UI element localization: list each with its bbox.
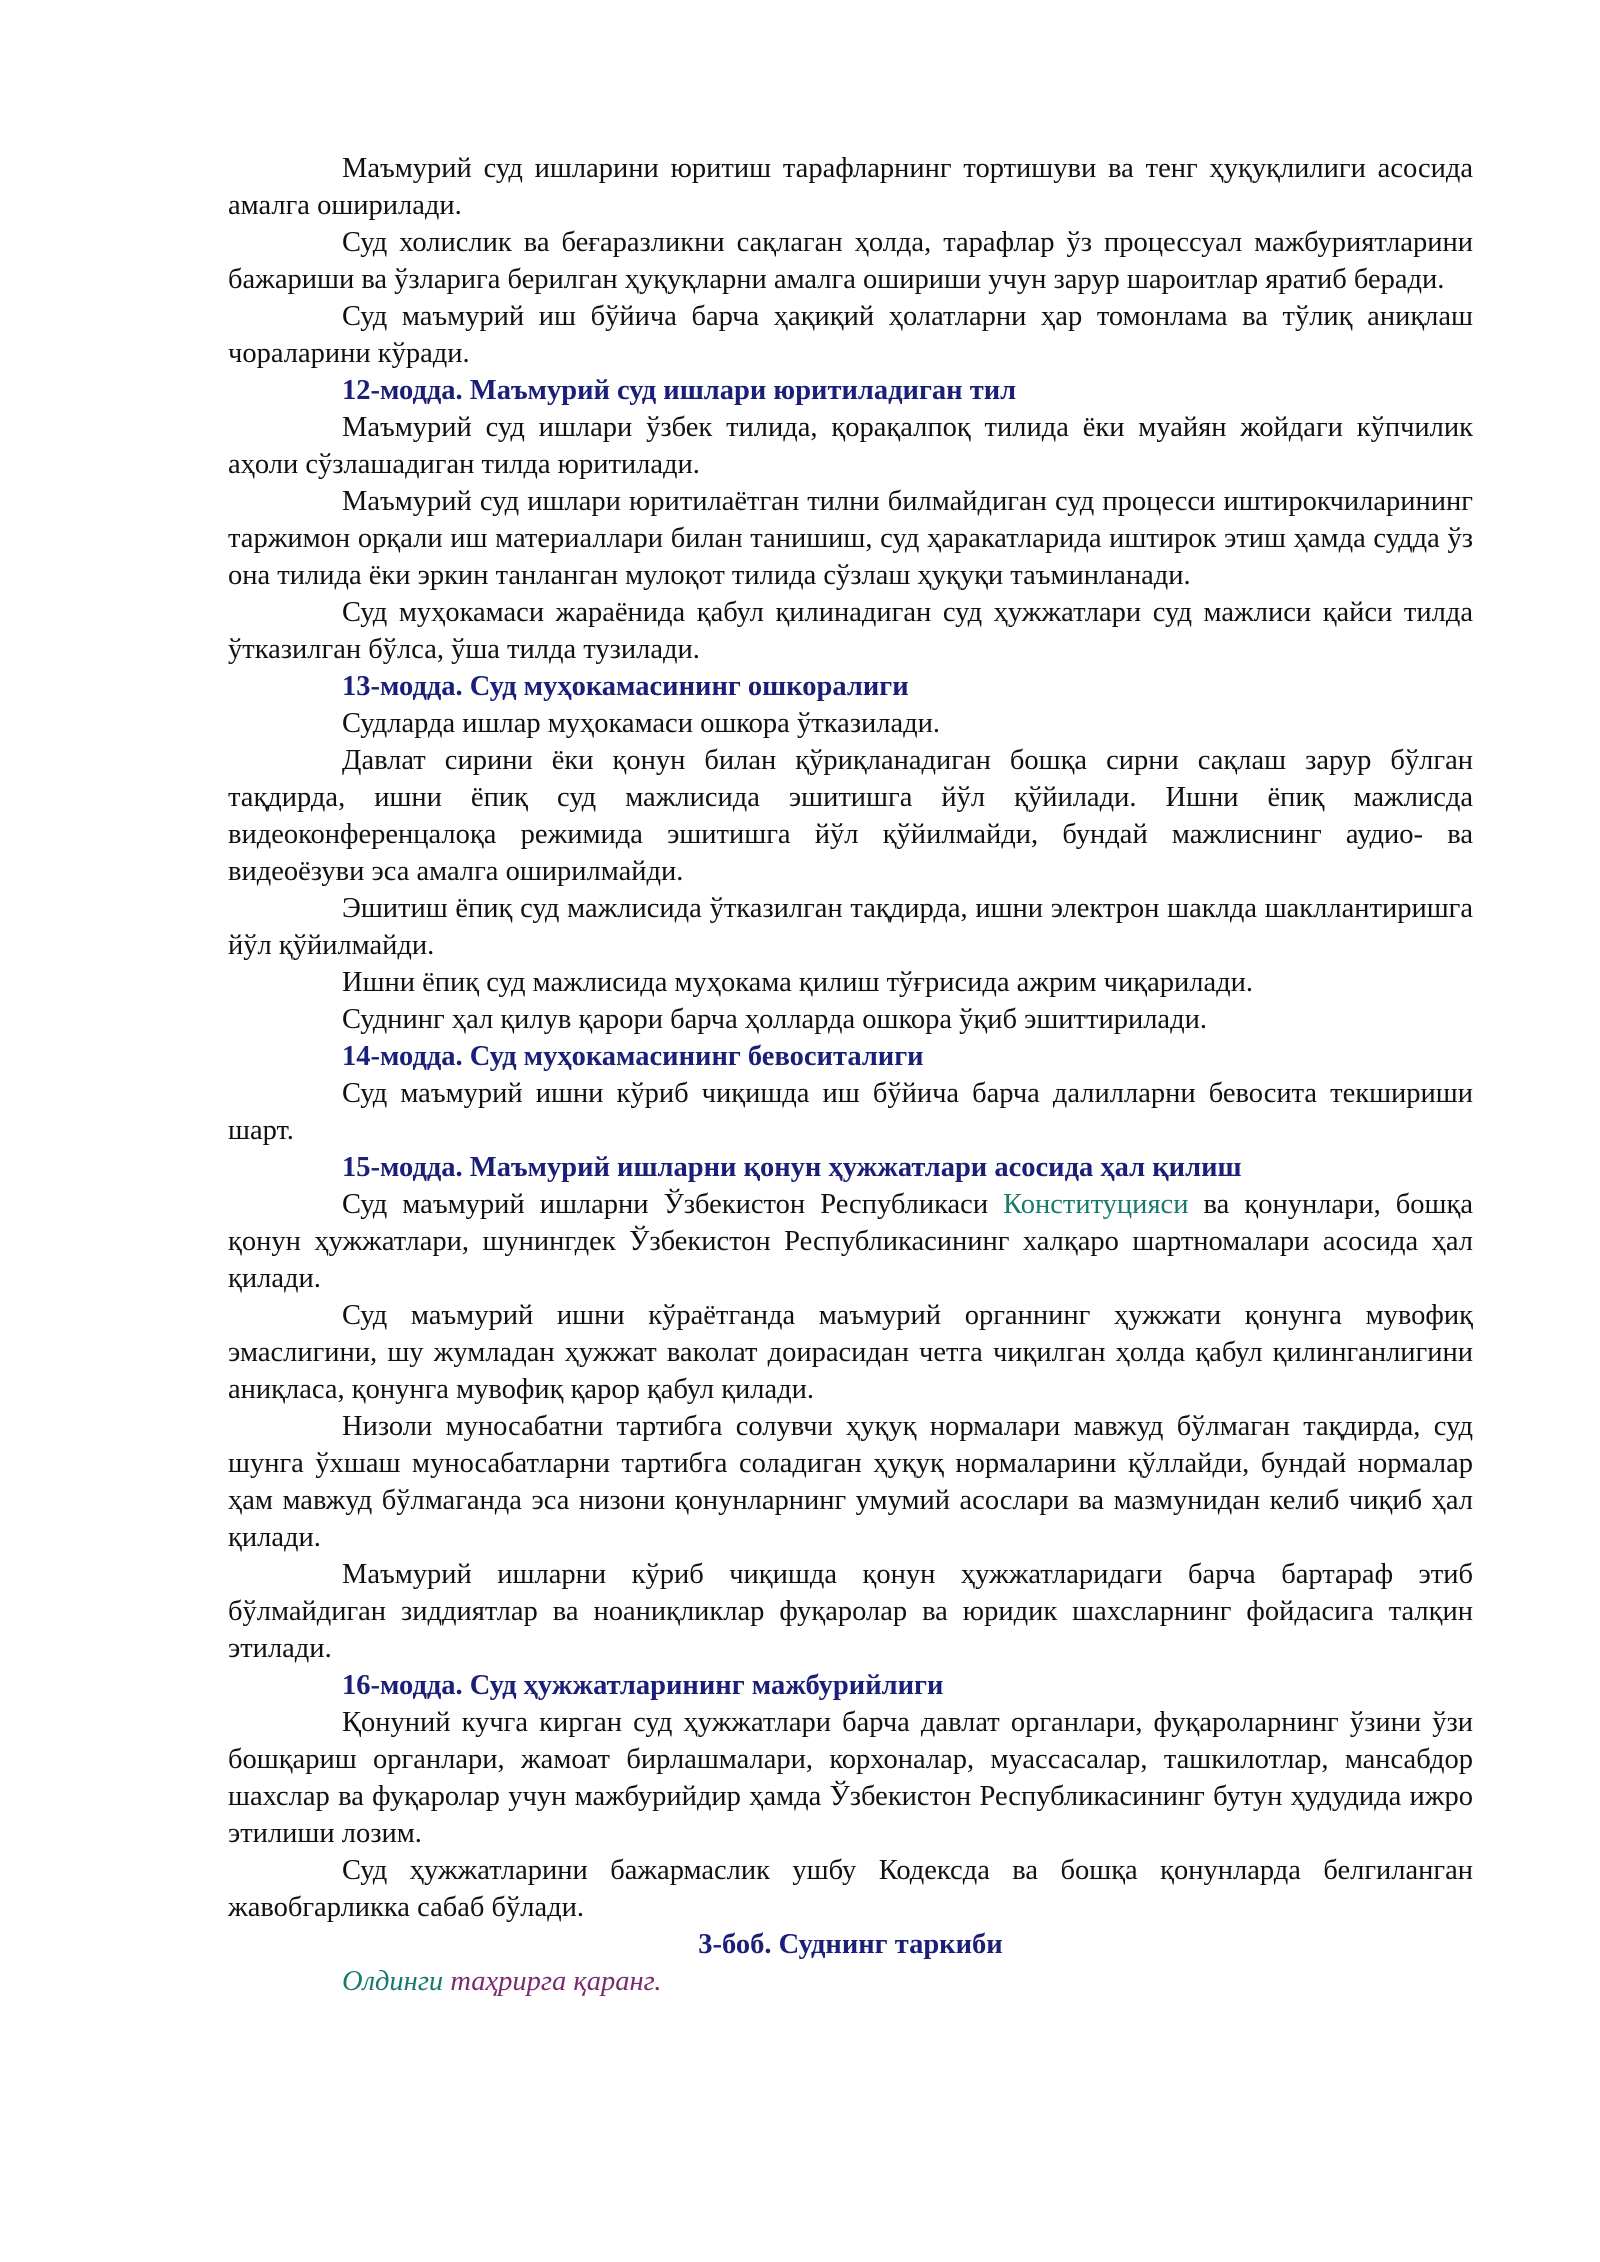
paragraph: Суд маъмурий ишни кўраётганда маъмурий органнинг ҳужжати қонунга мувофиқ эмаслигини, шу жумладан ҳужжат ваколат доирасидан четга чиқилган ҳолда қабул қилинганлигини аниқласа, қонунга мувофиқ қарор қабул қилади. (228, 1300, 1473, 1405)
previous-edition-link[interactable]: Олдинги (342, 1966, 444, 1997)
constitution-link[interactable]: Конституцияси (1003, 1189, 1189, 1220)
paragraph: Қонуний кучга кирган суд ҳужжатлари барча давлат органлари, фуқароларнинг ўзини ўзи бошқариш органлари, жамоат бирлашмалари, корхоналар, муассасалар, ташкилотлар, мансабдор шахслар ва фуқаролар учун мажбурийдир ҳамда Ўзбекистон Республикасининг бутун ҳудудида ижро этилиши лозим. (228, 1707, 1473, 1849)
article-12-heading: 12-модда. Маъмурий суд ишлари юритиладиган тил (342, 375, 1017, 406)
paragraph-text: Суд маъмурий ишларни Ўзбекистон Республикаси (342, 1189, 1004, 1220)
article-13-heading: 13-модда. Суд муҳокамасининг ошкоралиги (342, 671, 909, 702)
paragraph: Суд маъмурий иш бўйича барча ҳақиқий ҳолатларни ҳар томонлама ва тўлиқ аниқлаш чораларини кўради. (228, 301, 1473, 369)
previous-edition-note (228, 1963, 1473, 2000)
paragraph: Суд холислик ва беғаразликни сақлаган ҳолда, тарафлар ўз процессуал мажбуриятларини бажариши ва ўзларига берилган ҳуқуқларни амалга ошириши учун зарур шароитлар яратиб беради. (228, 227, 1473, 295)
paragraph: Давлат сирини ёки қонун билан қўриқланадиган бошқа сирни сақлаш зарур бўлган тақдирда, ишни ёпиқ суд мажлисида эшитишга йўл қўйилади. Ишни ёпиқ мажлисда видеоконференцалоқа режимида эшитишга йўл қўйилмайди, бундай мажлиснинг аудио- ва видеоёзуви эса амалга оширилмайди. (228, 745, 1473, 887)
paragraph: Маъмурий ишларни кўриб чиқишда қонун ҳужжатларидаги барча бартараф этиб бўлмайдиган зиддиятлар ва ноаниқликлар фуқаролар ва юридик шахсларнинг фойдасига талқин этилади. (228, 1559, 1473, 1664)
paragraph: Низоли муносабатни тартибга солувчи ҳуқуқ нормалари мавжуд бўлмаган тақдирда, суд шунга ўхшаш муносабатларни тартибга соладиган ҳуқуқ нормаларини қўллайди, бундай нормалар ҳам мавжуд бўлмаганда эса низони қонунларнинг умумий асослари ва мазмунидан келиб чиқиб ҳал қилади. (228, 1411, 1473, 1553)
paragraph-text: ва қонунлари, бошқа қонун ҳужжатлари, шунингдек Ўзбекистон Республикасининг халқаро шартномалари асосида ҳал қилади. (228, 1189, 1473, 1294)
article-14-heading: 14-модда. Суд муҳокамасининг бевоситалиги (342, 1041, 924, 1072)
article-15-heading: 15-модда. Маъмурий ишларни қонун ҳужжатлари асосида ҳал қилиш (342, 1152, 1242, 1183)
see-edition-link[interactable]: таҳрирга қаранг. (450, 1966, 662, 1997)
paragraph (228, 1186, 1473, 1297)
paragraph: Эшитиш ёпиқ суд мажлисида ўтказилган тақдирда, ишни электрон шаклда шакллантиришга йўл қўйилмайди. (228, 893, 1473, 961)
paragraph: Суд муҳокамаси жараёнида қабул қилинадиган суд ҳужжатлари суд мажлиси қайси тилда ўтказилган бўлса, ўша тилда тузилади. (228, 597, 1473, 665)
article-16-heading: 16-модда. Суд ҳужжатларининг мажбурийлиги (342, 1670, 944, 1701)
paragraph: Ишни ёпиқ суд мажлисида муҳокама қилиш тўғрисида ажрим чиқарилади. (342, 967, 1253, 998)
chapter-3-heading: 3-боб. Суднинг таркиби (698, 1929, 1003, 1960)
paragraph: Судларда ишлар муҳокамаси ошкора ўтказилади. (342, 708, 940, 739)
paragraph: Суд ҳужжатларини бажармаслик ушбу Кодексда ва бошқа қонунларда белгиланган жавобгарликка сабаб бўлади. (228, 1855, 1473, 1923)
paragraph: Маъмурий суд ишларини юритиш тарафларнинг тортишуви ва тенг ҳуқуқлилиги асосида амалга оширилади. (228, 153, 1473, 221)
paragraph: Суднинг ҳал қилув қарори барча ҳолларда ошкора ўқиб эшиттирилади. (342, 1004, 1207, 1035)
paragraph: Суд маъмурий ишни кўриб чиқишда иш бўйича барча далилларни бевосита текшириши шарт. (228, 1078, 1473, 1146)
paragraph: Маъмурий суд ишлари юритилаётган тилни билмайдиган суд процесси иштирокчиларининг таржимон орқали иш материаллари билан танишиш, суд ҳаракатларида иштирок этиш ҳамда судда ўз она тилида ёки эркин танланган мулоқот тилида сўзлаш ҳуқуқи таъминланади. (228, 486, 1473, 591)
paragraph: Маъмурий суд ишлари ўзбек тилида, қорақалпоқ тилида ёки муайян жойдаги кўпчилик аҳоли сўзлашадиган тилда юритилади. (228, 412, 1473, 480)
